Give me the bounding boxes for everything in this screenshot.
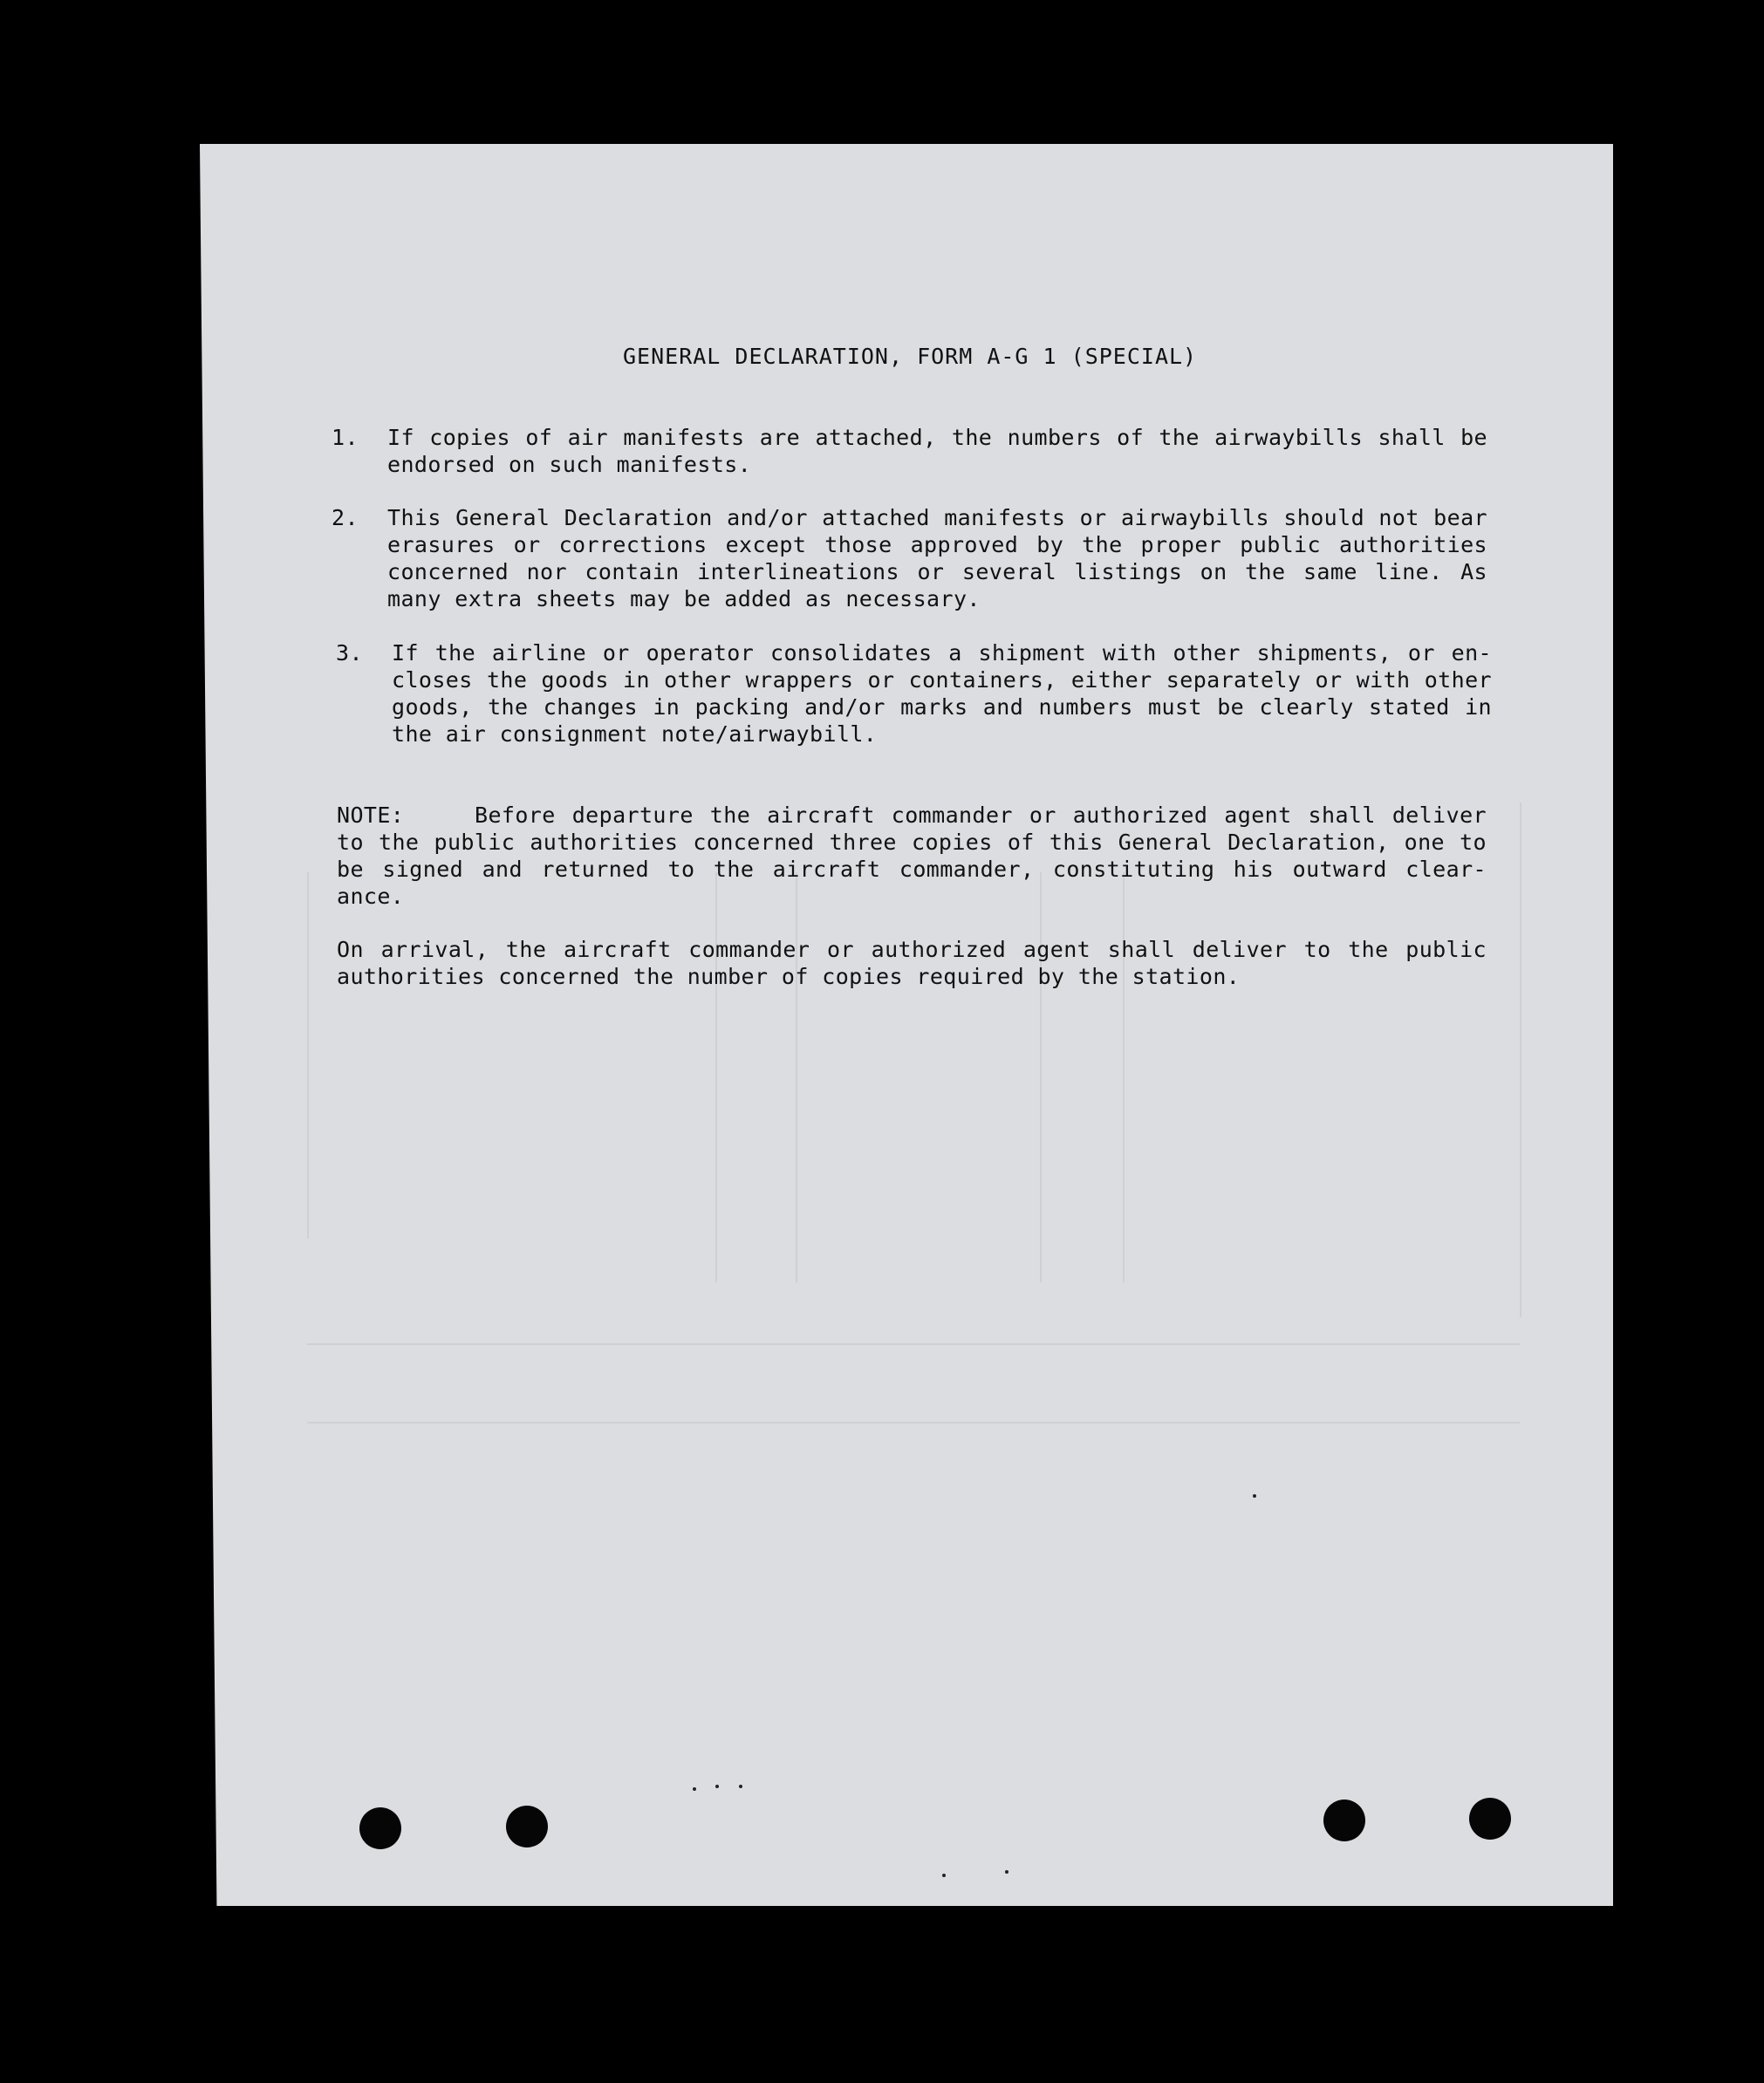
instruction-item-1	[332, 424, 1487, 478]
note-text: Before departure the aircraft commander or authorized agent shall deliver to the public authorities concerned three copies of this General Declaration, one to be signed and returned to the aircraft commander, constituting his outward clear-ance.	[337, 802, 1487, 909]
show-through-line	[715, 872, 717, 1282]
arrival-paragraph: On arrival, the aircraft commander or authorized agent shall deliver to the public authorities concerned the number of copies required by the station.	[337, 937, 1487, 989]
note-paragraph	[337, 802, 1487, 910]
show-through-line	[1520, 802, 1521, 1317]
instruction-item-3	[336, 639, 1492, 748]
show-through-line	[307, 872, 309, 1239]
form-title: GENERAL DECLARATION, FORM A-G 1 (SPECIAL)	[623, 344, 1198, 369]
speck	[715, 1785, 719, 1788]
document-page	[200, 144, 1613, 1906]
item-number: 3.	[336, 640, 363, 666]
show-through-line	[307, 1343, 1520, 1345]
note-label: NOTE:	[337, 802, 405, 828]
punch-hole	[1469, 1798, 1511, 1840]
item-text: If the airline or operator consolidates a shipment with other shipments, or en-closes the goods in other wrappers or containers, either separately or with other goods, the changes in packing and/or marks and numbers must be clearly stated in the air consignment note/airwaybill.	[392, 640, 1492, 747]
show-through-line	[796, 872, 797, 1282]
item-text: This General Declaration and/or attached manifests or airwaybills should not bear erasures or corrections except those approved by the proper public authorities concerned nor contain interlineations or several listings on the same line. As many extra sheets may be added as necessary.	[387, 505, 1487, 611]
item-number: 2.	[332, 505, 359, 530]
punch-hole	[359, 1807, 401, 1849]
show-through-line	[1040, 872, 1042, 1282]
speck	[942, 1874, 946, 1877]
speck	[1005, 1870, 1008, 1874]
show-through-line	[307, 1422, 1520, 1424]
instruction-item-2	[332, 504, 1487, 612]
punch-hole	[506, 1806, 548, 1847]
show-through-line	[1123, 872, 1125, 1282]
punch-hole	[1323, 1800, 1365, 1841]
speck	[693, 1787, 696, 1791]
item-text: If copies of air manifests are attached, the numbers of the airwaybills shall be endorsed on such manifests.	[387, 425, 1487, 477]
item-number: 1.	[332, 425, 359, 450]
speck	[739, 1785, 742, 1788]
speck	[1253, 1494, 1256, 1498]
